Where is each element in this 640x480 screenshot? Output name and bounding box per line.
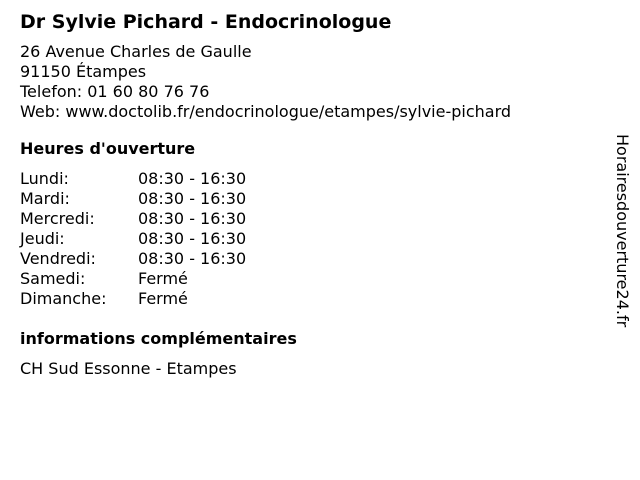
day-label: Vendredi: [20,249,96,268]
day-label: Mercredi: [20,209,95,228]
time-value: 08:30 - 16:30 [138,169,247,188]
time-value: 08:30 - 16:30 [138,249,247,268]
additional-info-text: CH Sud Essonne - Etampes [20,359,237,378]
hours-row-tuesday [20,189,600,209]
hours-row-friday [20,249,600,269]
website-link[interactable]: Web: www.doctolib.fr/endocrinologue/etampes/sylvie-pichard [20,102,512,121]
time-value: 08:30 - 16:30 [138,189,247,208]
hours-row-wednesday [20,209,600,229]
day-label: Jeudi: [20,229,65,248]
additional-info-heading: informations complémentaires [20,329,297,348]
hours-row-monday [20,169,600,189]
time-value: Fermé [138,269,188,288]
opening-hours-heading: Heures d'ouverture [20,139,196,158]
time-value: Fermé [138,289,188,308]
day-label: Mardi: [20,189,70,208]
hours-row-thursday [20,229,600,249]
day-label: Lundi: [20,169,69,188]
address-city: 91150 Étampes [20,62,147,81]
day-label: Samedi: [20,269,86,288]
site-watermark: Horairesdouverture24.fr [613,134,632,328]
day-label: Dimanche: [20,289,107,308]
page-title: Dr Sylvie Pichard - Endocrinologue [20,11,392,33]
time-value: 08:30 - 16:30 [138,209,247,228]
phone-number: Telefon: 01 60 80 76 76 [20,82,210,101]
hours-row-sunday [20,289,600,309]
address-block [20,42,600,122]
address-street: 26 Avenue Charles de Gaulle [20,42,252,61]
opening-hours-table [20,169,600,309]
time-value: 08:30 - 16:30 [138,229,247,248]
listing-card [20,9,600,379]
hours-row-saturday [20,269,600,289]
